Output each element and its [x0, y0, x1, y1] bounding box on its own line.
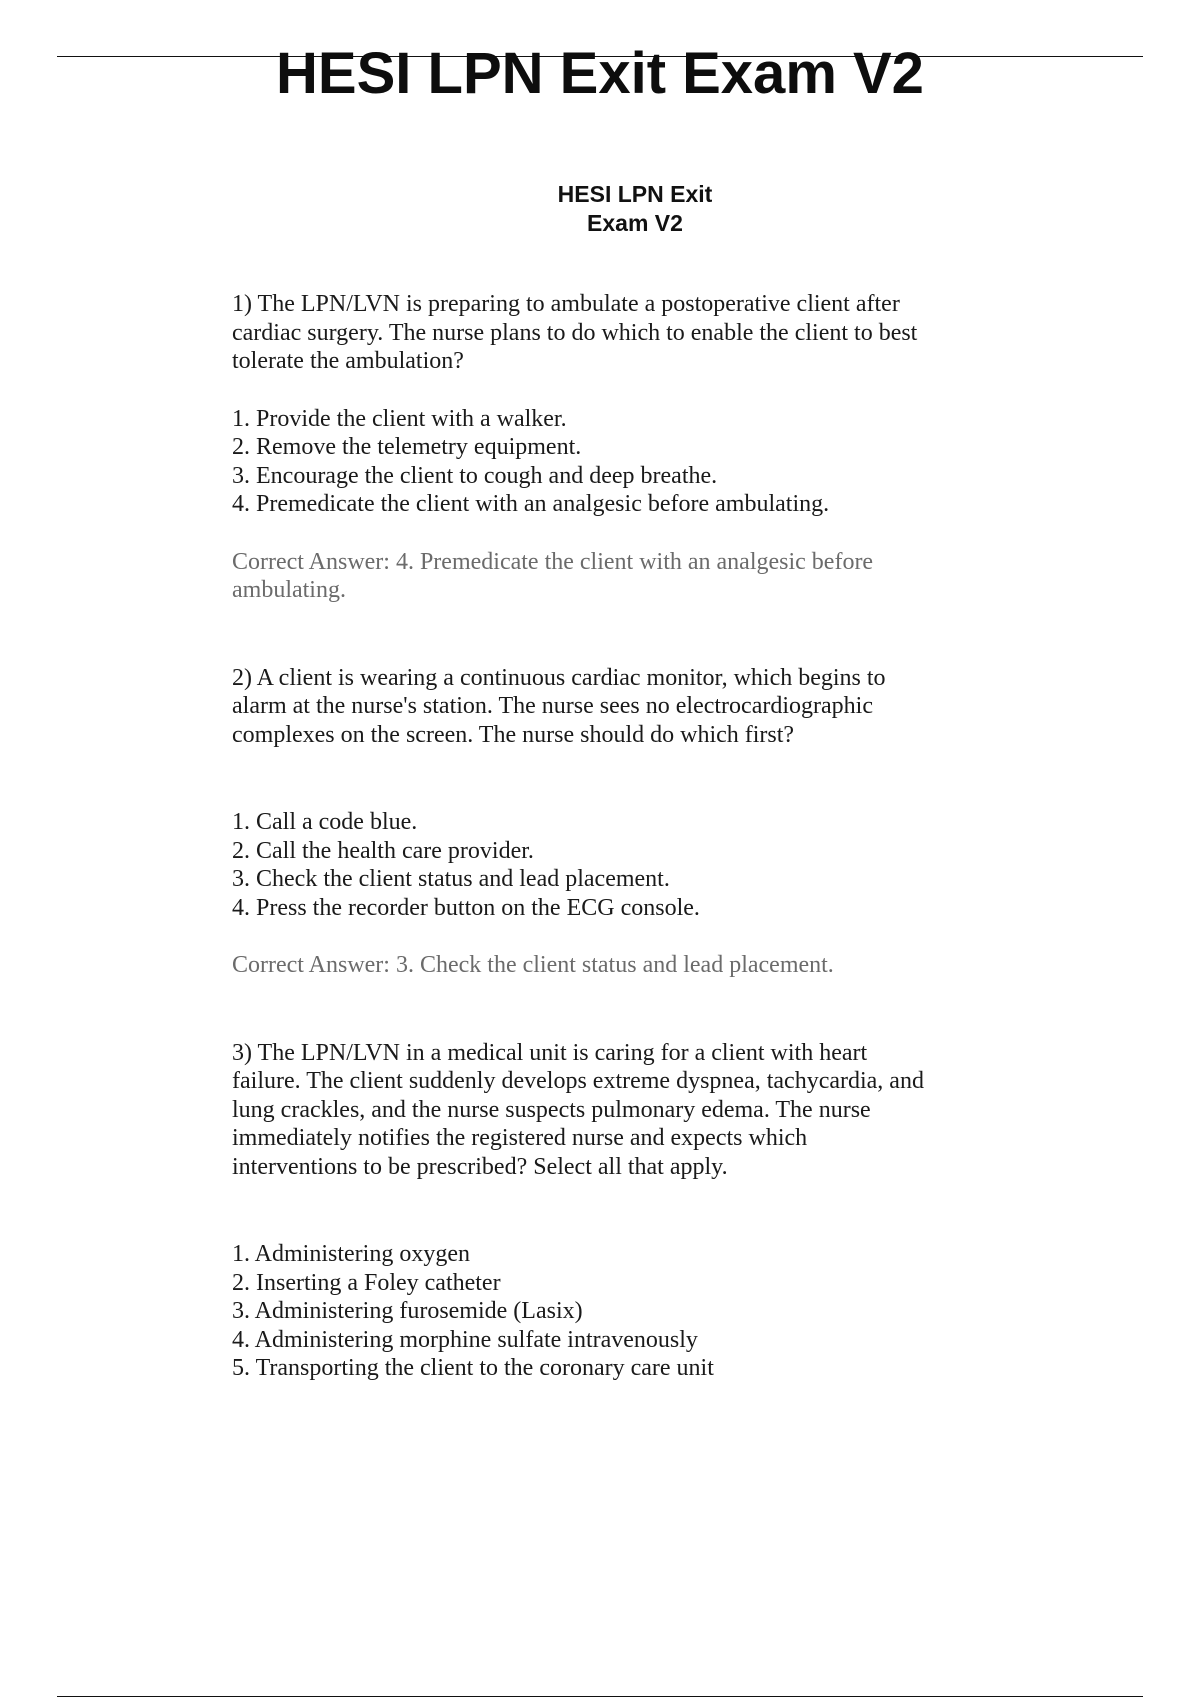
question-2-option-4: 4. Press the recorder button on the ECG console.	[232, 894, 700, 921]
question-list	[232, 290, 992, 1383]
question-3-text: 3) The LPN/LVN in a medical unit is caring for a client with heart failure. The client suddenly develops extreme dyspnea, tachycardia, and lung crackles, and the nurse suspects pulmonary edema. The nurse immediately notifies the registered nurse and expects which interventions to be prescribed? Select all that apply.	[232, 1039, 924, 1180]
question-1-options	[232, 405, 992, 519]
question-2-options	[232, 808, 992, 922]
question-1-option-1: 1. Provide the client with a walker.	[232, 405, 567, 432]
question-3-option-4: 4. Administering morphine sulfate intravenously	[232, 1326, 698, 1353]
question-2-correct-answer: Correct Answer: 3. Check the client status and lead placement.	[232, 952, 834, 978]
question-3-option-2: 2. Inserting a Foley catheter	[232, 1269, 501, 1296]
question-3-option-1: 1. Administering oxygen	[232, 1241, 470, 1267]
question-3-options	[232, 1240, 992, 1383]
question-2-text: 2) A client is wearing a continuous cardiac monitor, which begins to alarm at the nurse's station. The nurse sees no electrocardiographic complexes on the screen. The nurse should do which first?	[232, 664, 886, 748]
document-subtitle	[0, 180, 1200, 238]
question-2-option-1: 1. Call a code blue.	[232, 809, 418, 835]
question-1-option-2: 2. Remove the telemetry equipment.	[232, 434, 582, 460]
question-2-option-2: 2. Call the health care provider.	[232, 837, 534, 864]
question-1-option-4: 4. Premedicate the client with an analgesic before ambulating.	[232, 491, 830, 517]
question-3-option-3: 3. Administering furosemide (Lasix)	[232, 1298, 583, 1324]
subtitle-line-2: Exam V2	[587, 210, 683, 236]
question-1-option-3: 3. Encourage the client to cough and deep breathe.	[232, 462, 718, 489]
question-2-option-3: 3. Check the client status and lead placement.	[232, 866, 670, 892]
footer-rule	[57, 1696, 1143, 1697]
question-3-option-5: 5. Transporting the client to the coronary care unit	[232, 1355, 714, 1381]
question-1-correct-answer: Correct Answer: 4. Premedicate the client with an analgesic before ambulating.	[232, 548, 874, 603]
question-1-text: 1) The LPN/LVN is preparing to ambulate a postoperative client after cardiac surgery. The nurse plans to do which to enable the client to best tolerate the ambulation?	[232, 291, 918, 374]
banner-title: HESI LPN Exit Exam V2	[276, 41, 924, 106]
subtitle-line-1: HESI LPN Exit	[557, 181, 713, 207]
